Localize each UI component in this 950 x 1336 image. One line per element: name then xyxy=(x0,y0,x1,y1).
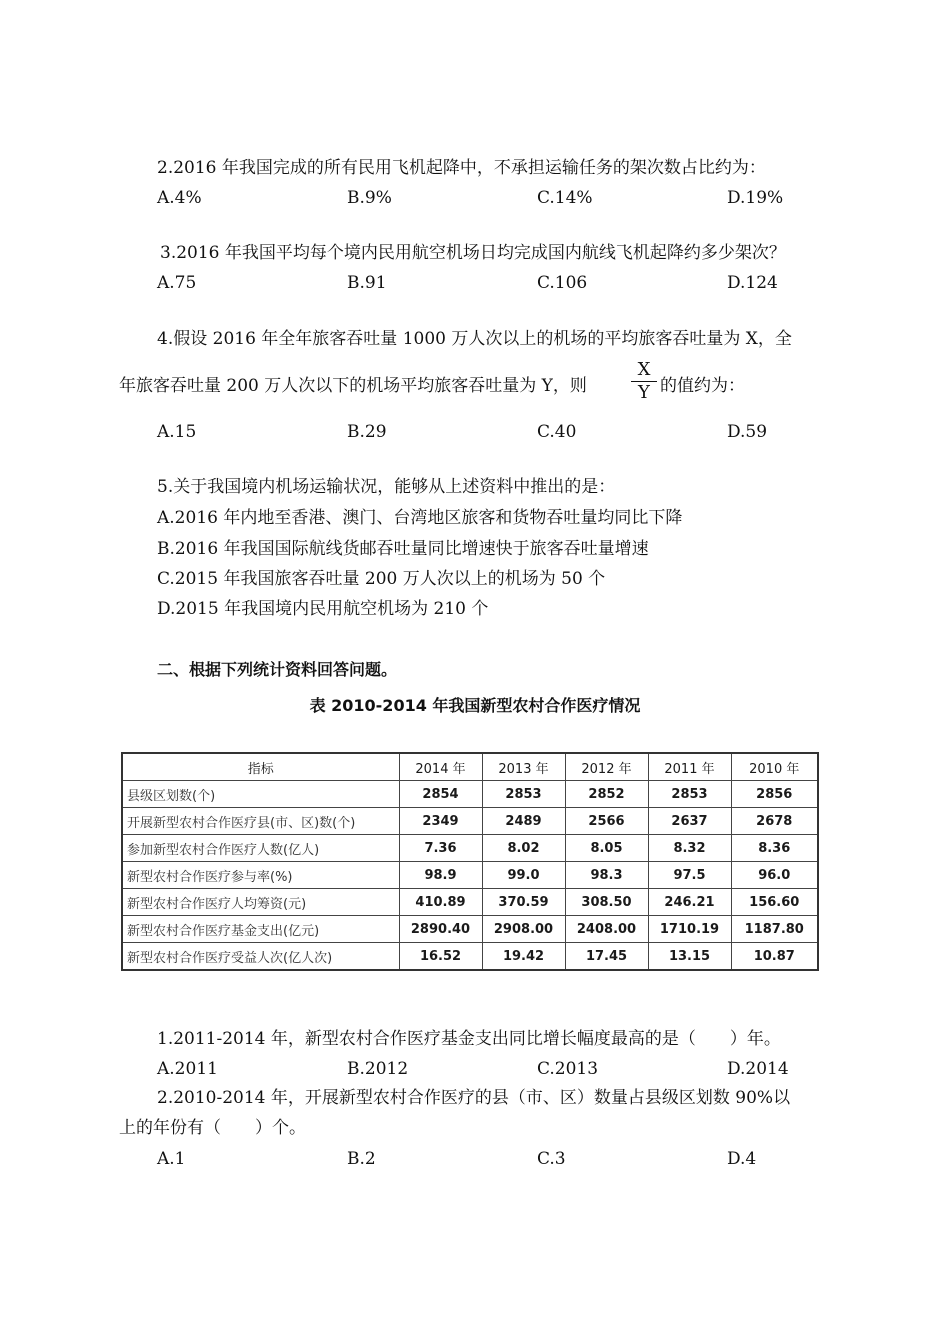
question-2-option-c[interactable]: C.14% xyxy=(537,188,593,208)
question-4-option-d[interactable]: D.59 xyxy=(727,422,768,442)
cell-value: 8.02 xyxy=(482,835,565,862)
table-header-row xyxy=(122,753,818,781)
question-3-stem: 3.2016 年我国平均每个境内民用航空机场日均完成国内航线飞机起降约多少架次？ xyxy=(160,243,786,263)
cell-value: 2566 xyxy=(565,808,648,835)
bottom-question-2-option-c[interactable]: C.3 xyxy=(537,1149,566,1169)
question-5-option-c[interactable]: C.2015 年我国旅客吞吐量 200 万人次以上的机场为 50 个 xyxy=(157,569,606,589)
fraction-numerator: X xyxy=(637,359,651,380)
question-3-option-a[interactable]: A.75 xyxy=(157,273,197,293)
question-5-stem: 5.关于我国境内机场运输状况，能够从上述资料中推出的是： xyxy=(157,477,616,497)
table-row xyxy=(122,916,818,943)
row-label: 参加新型农村合作医疗人数(亿人) xyxy=(122,835,399,862)
row-label: 新型农村合作医疗人均筹资(元) xyxy=(122,889,399,916)
cell-value: 2890.40 xyxy=(399,916,482,943)
cell-value: 10.87 xyxy=(731,943,818,971)
cell-value: 410.89 xyxy=(399,889,482,916)
bottom-question-2-stem-line-2: 上的年份有（ ）个。 xyxy=(119,1118,306,1138)
header-2014: 2014 年 xyxy=(399,753,482,781)
cell-value: 2489 xyxy=(482,808,565,835)
table-row xyxy=(122,808,818,835)
question-2-stem: 2.2016 年我国完成的所有民用飞机起降中，不承担运输任务的架次数占比约为： xyxy=(157,158,766,178)
cell-value: 1710.19 xyxy=(648,916,731,943)
bottom-question-1-option-d[interactable]: D.2014 xyxy=(727,1059,789,1079)
cell-value: 98.9 xyxy=(399,862,482,889)
header-2012: 2012 年 xyxy=(565,753,648,781)
cell-value: 2853 xyxy=(648,781,731,808)
cell-value: 97.5 xyxy=(648,862,731,889)
cell-value: 7.36 xyxy=(399,835,482,862)
cell-value: 17.45 xyxy=(565,943,648,971)
fraction-x-over-y xyxy=(630,360,658,403)
question-3-option-b[interactable]: B.91 xyxy=(347,273,387,293)
bottom-question-2-option-d[interactable]: D.4 xyxy=(727,1149,757,1169)
cell-value: 8.32 xyxy=(648,835,731,862)
row-label: 新型农村合作医疗基金支出(亿元) xyxy=(122,916,399,943)
cell-value: 2678 xyxy=(731,808,818,835)
row-label: 新型农村合作医疗受益人次(亿人次) xyxy=(122,943,399,971)
cell-value: 246.21 xyxy=(648,889,731,916)
cell-value: 308.50 xyxy=(565,889,648,916)
header-2013: 2013 年 xyxy=(482,753,565,781)
cell-value: 96.0 xyxy=(731,862,818,889)
cell-value: 2854 xyxy=(399,781,482,808)
table-row xyxy=(122,781,818,808)
table-row xyxy=(122,862,818,889)
table-row xyxy=(122,943,818,971)
question-3-option-c[interactable]: C.106 xyxy=(537,273,588,293)
cell-value: 2852 xyxy=(565,781,648,808)
question-4-option-b[interactable]: B.29 xyxy=(347,422,387,442)
cell-value: 98.3 xyxy=(565,862,648,889)
cell-value: 2408.00 xyxy=(565,916,648,943)
bottom-question-1-stem: 1.2011-2014 年，新型农村合作医疗基金支出同比增长幅度最高的是（ ）年。 xyxy=(157,1029,781,1049)
cell-value: 13.15 xyxy=(648,943,731,971)
table-row xyxy=(122,835,818,862)
cell-value: 8.36 xyxy=(731,835,818,862)
row-label: 新型农村合作医疗参与率(%) xyxy=(122,862,399,889)
bottom-question-2-option-b[interactable]: B.2 xyxy=(347,1149,376,1169)
row-label: 开展新型农村合作医疗县(市、区)数(个) xyxy=(122,808,399,835)
data-table xyxy=(121,752,819,971)
bottom-question-2-stem-line-1: 2.2010-2014 年，开展新型农村合作医疗的县（市、区）数量占县级区划数 90%以 xyxy=(157,1088,791,1108)
question-5-option-a[interactable]: A.2016 年内地至香港、澳门、台湾地区旅客和货物吞吐量均同比下降 xyxy=(157,508,683,528)
header-indicator: 指标 xyxy=(122,753,399,781)
cell-value: 2856 xyxy=(731,781,818,808)
question-3-option-d[interactable]: D.124 xyxy=(727,273,778,293)
question-5-option-d[interactable]: D.2015 年我国境内民用航空机场为 210 个 xyxy=(157,599,489,619)
table-row xyxy=(122,889,818,916)
cell-value: 1187.80 xyxy=(731,916,818,943)
question-5-option-b[interactable]: B.2016 年我国国际航线货邮吞吐量同比增速快于旅客吞吐量增速 xyxy=(157,539,649,559)
cell-value: 2908.00 xyxy=(482,916,565,943)
question-2-option-d[interactable]: D.19% xyxy=(727,188,784,208)
question-2-option-b[interactable]: B.9% xyxy=(347,188,392,208)
fraction-denominator: Y xyxy=(638,382,650,403)
cell-value: 156.60 xyxy=(731,889,818,916)
cell-value: 2349 xyxy=(399,808,482,835)
cell-value: 2853 xyxy=(482,781,565,808)
section-heading: 二、根据下列统计资料回答问题。 xyxy=(157,660,398,679)
table-title: 表 2010-2014 年我国新型农村合作医疗情况 xyxy=(309,696,641,715)
cell-value: 370.59 xyxy=(482,889,565,916)
question-4-option-c[interactable]: C.40 xyxy=(537,422,577,442)
question-4-stem-line-2: 年旅客吞吐量 200 万人次以下的机场平均旅客吞吐量为 Y，则 xyxy=(119,376,587,396)
question-4-option-a[interactable]: A.15 xyxy=(157,422,197,442)
cell-value: 2637 xyxy=(648,808,731,835)
bottom-question-1-option-a[interactable]: A.2011 xyxy=(157,1059,218,1079)
cell-value: 8.05 xyxy=(565,835,648,862)
question-4-stem-line-1: 4.假设 2016 年全年旅客吞吐量 1000 万人次以上的机场的平均旅客吞吐量为 X，全 xyxy=(157,329,792,349)
bottom-question-2-option-a[interactable]: A.1 xyxy=(157,1149,186,1169)
bottom-question-1-option-c[interactable]: C.2013 xyxy=(537,1059,599,1079)
bottom-question-1-option-b[interactable]: B.2012 xyxy=(347,1059,409,1079)
header-2011: 2011 年 xyxy=(648,753,731,781)
cell-value: 99.0 xyxy=(482,862,565,889)
question-4-stem-line-2-end: 的值约为： xyxy=(660,376,745,396)
cell-value: 19.42 xyxy=(482,943,565,971)
cell-value: 16.52 xyxy=(399,943,482,971)
header-2010: 2010 年 xyxy=(731,753,818,781)
row-label: 县级区划数(个) xyxy=(122,781,399,808)
question-2-option-a[interactable]: A.4% xyxy=(157,188,202,208)
